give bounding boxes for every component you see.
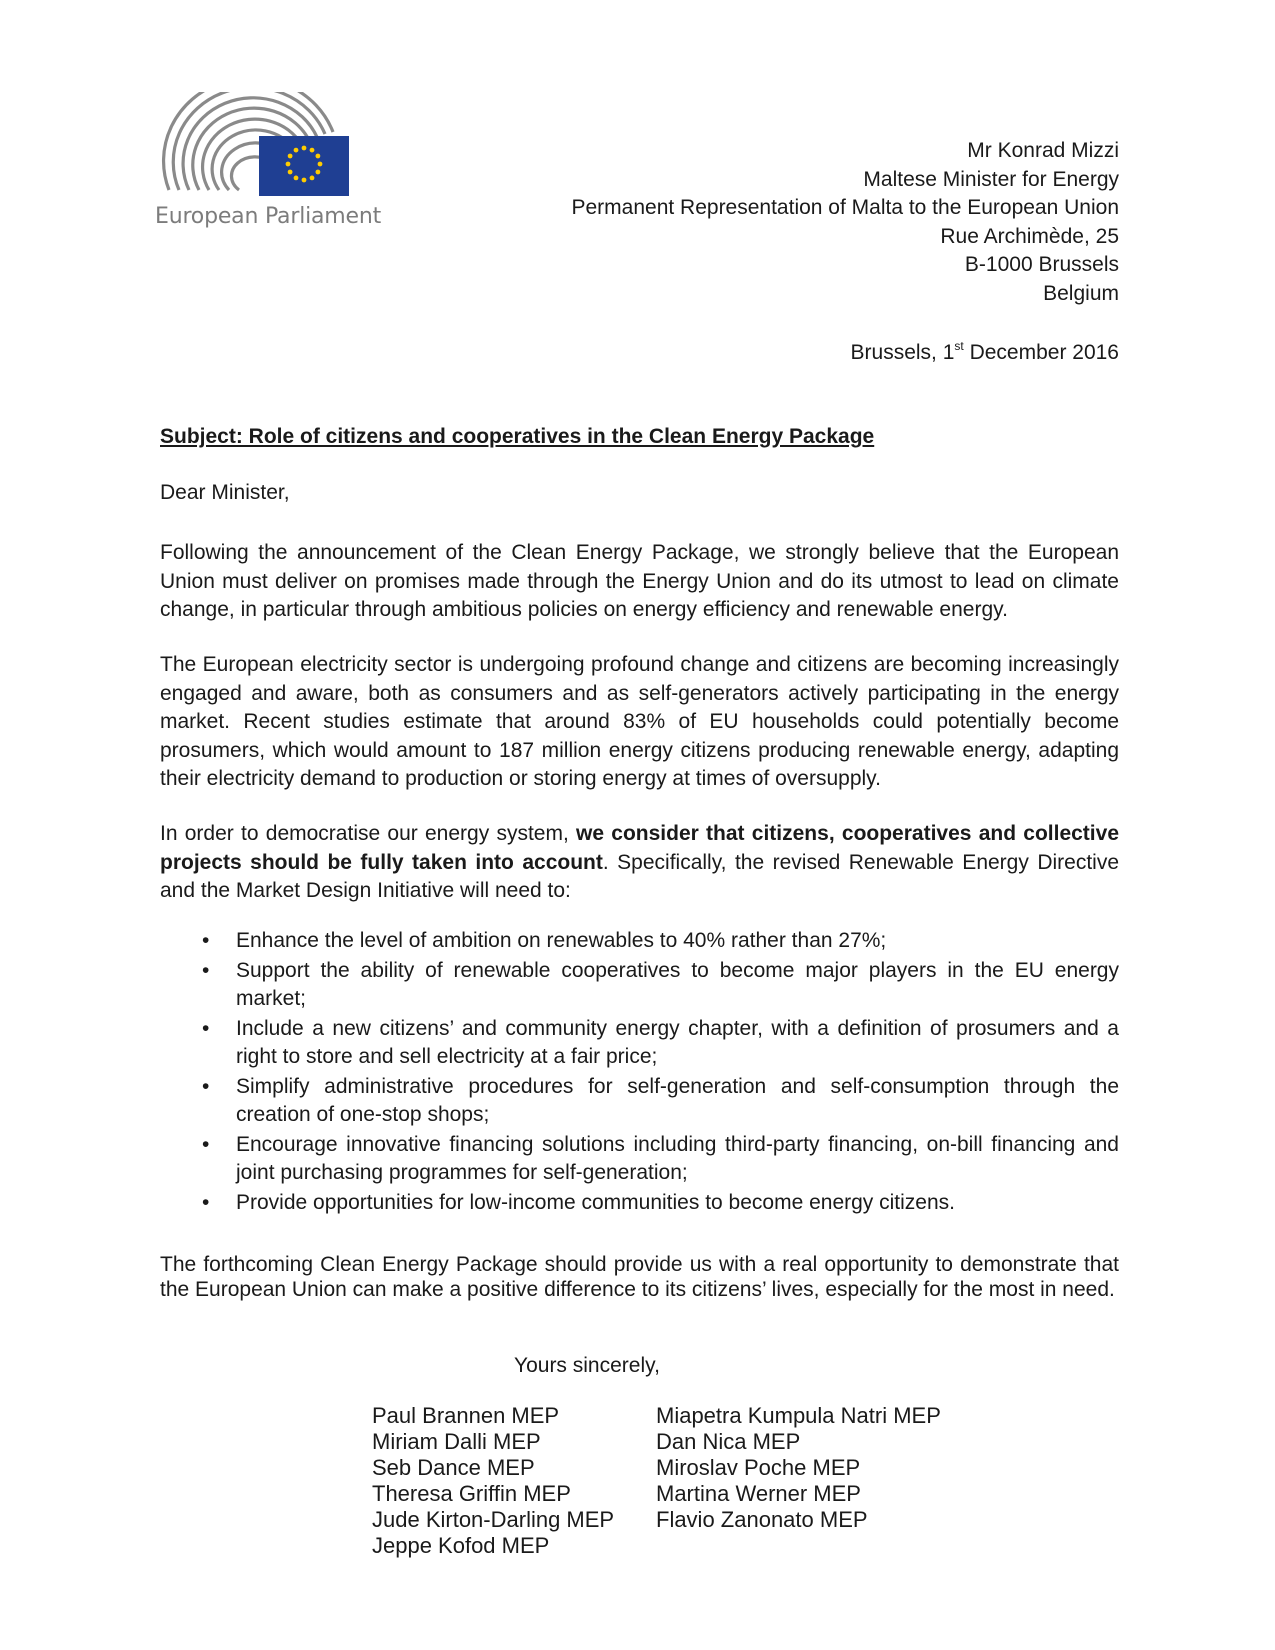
logo-wordmark: European Parliament [155,204,382,229]
bullet-icon: • [202,929,210,952]
signatory: Miriam Dalli MEP [372,1429,541,1454]
signatory: Paul Brannen MEP [372,1403,560,1428]
list-item: • Simplify administrative procedures for self-generation and self-consumption through the creation of one-stop shops; [202,1074,1119,1126]
signatory: Dan Nica MEP [656,1429,801,1454]
hemicycle-flag-emblem [155,92,365,202]
list-item: • Provide opportunities for low-income communities to become energy citizens. [160,1189,1119,1218]
letter-subject: Subject: Role of citizens and cooperatives in the Clean Energy Package [160,425,875,448]
signatory: Flavio Zanonato MEP [656,1507,868,1532]
eu-flag [259,136,349,196]
list-item: • Encourage innovative financing solutions including third-party financing, on-bill financing and joint purchasing programmes for self-generation; [202,1132,1119,1184]
emphasis-text: we consider that citizens, cooperatives and collective projects should be fully taken into account [160,822,1119,874]
european-parliament-logo [155,92,382,242]
signatory: Miroslav Poche MEP [656,1455,861,1480]
signatory: Seb Dance MEP [372,1455,535,1480]
paragraph-2: The European electricity sector is undergoing profound change and citizens are becoming increasingly engaged and aware, both as consumers and as self-generators actively participating in the energy market. Recent studies estimate that around 83% of EU households could potentially become prosumers, which would amount to 187 million energy citizens producing renewable energy, adapting their electricity demand to production or storing energy at times of oversupply. [160,653,1119,790]
list-item: • Support the ability of renewable cooperatives to become major players in the EU energy market; [202,958,1119,1010]
signatory: Martina Werner MEP [656,1481,861,1506]
bullet-icon: • [202,1190,210,1214]
paragraph-1: Following the announcement of the Clean Energy Package, we strongly believe that the European Union must deliver on promises made through the Energy Union and do its utmost to lead on climate change, in particular through ambitious policies on energy efficiency and renewable energy. [160,541,1119,621]
recipient-country: Belgium [1043,281,1119,305]
recipient-street: Rue Archimède, 25 [940,224,1119,248]
demands-list [160,927,1119,1218]
bullet-icon: • [202,958,210,982]
paragraph-3: In order to democratise our energy system, we consider that citizens, cooperatives and collective projects should be fully taken into account. Specifically, the revised Renewable Energy Directive and the Market Design Initiative will need to: [160,822,1119,902]
recipient-title: Maltese Minister for Energy [863,167,1119,191]
recipient-address [571,137,1119,308]
signatory: Theresa Griffin MEP [372,1481,571,1506]
bullet-icon: • [202,1132,210,1156]
bullet-icon: • [202,1074,210,1098]
salutation: Dear Minister, [160,481,290,504]
letter-date: Brussels, 1st December 2016 [850,339,1119,364]
recipient-organisation: Permanent Representation of Malta to the European Union [571,196,1119,219]
signatory: Jude Kirton-Darling MEP [372,1507,615,1532]
closing: Yours sincerely, [514,1354,660,1377]
signatories-right [656,1403,941,1533]
recipient-city: B-1000 Brussels [964,253,1119,276]
recipient-name: Mr Konrad Mizzi [967,139,1119,162]
signatory: Miapetra Kumpula Natri MEP [656,1403,941,1428]
signatories-left [372,1403,614,1559]
signatory: Jeppe Kofod MEP [372,1533,550,1558]
paragraph-4: The forthcoming Clean Energy Package should provide us with a real opportunity to demonstrate that the European Union can make a positive difference to its citizens’ lives, especially for the most in need. [160,1253,1119,1301]
list-item: • Include a new citizens’ and community energy chapter, with a definition of prosumers and a right to store and sell electricity at a fair price; [202,1016,1119,1068]
bullet-icon: • [202,1016,210,1040]
list-item: • Enhance the level of ambition on renewables to 40% rather than 27%; [160,927,1119,956]
